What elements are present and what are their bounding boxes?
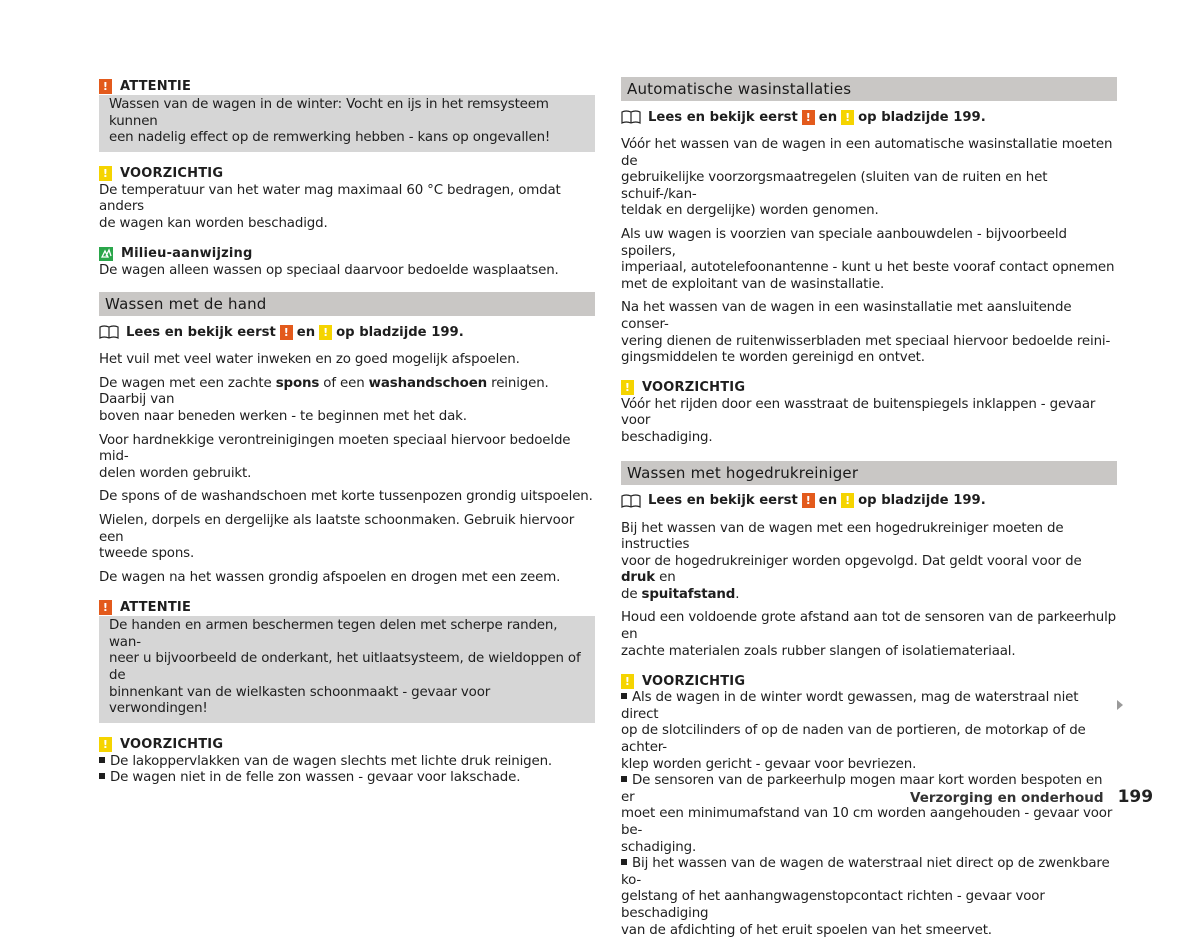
text-run: reinigen. Daarbij van xyxy=(99,375,549,408)
text-line: gelstang of het aanhangwagenstopcontact richten - gevaar voor beschadiging xyxy=(621,889,1045,921)
caution-block-3 xyxy=(621,379,1117,447)
paragraph xyxy=(621,610,1117,660)
text-line: neer u bijvoorbeeld de onderkant, het uitlaatsysteem, de wieldoppen of de xyxy=(109,651,581,684)
text-line: schadiging. xyxy=(621,839,697,855)
text-run: voor de hogedrukreiniger worden opgevolgd. Dat geldt vooral voor de xyxy=(621,553,1082,569)
left-column xyxy=(99,77,595,787)
environment-label: Milieu-aanwijzing xyxy=(121,246,253,262)
bullet-icon xyxy=(621,693,627,699)
bullet-icon xyxy=(99,757,105,763)
text-run: gingsmiddelen te worden gereinigd en ontvet. xyxy=(621,350,925,366)
reference-post: op bladzijde 199. xyxy=(858,109,986,125)
attention-body xyxy=(99,616,595,723)
caution-label: VOORZICHTIG xyxy=(120,166,224,182)
bold-term: druk xyxy=(621,570,656,586)
environment-heading xyxy=(99,245,595,263)
bullet-text: De lakoppervlakken van de wagen slechts met lichte druk reinigen. xyxy=(110,753,553,769)
warning-yellow-icon: ! xyxy=(99,737,112,752)
bullet-icon xyxy=(621,859,627,865)
text-line: de wagen kan worden beschadigd. xyxy=(99,215,328,231)
reference-post: op bladzijde 199. xyxy=(336,324,464,340)
bullet-item xyxy=(99,754,595,771)
attention-label: ATTENTIE xyxy=(120,599,192,615)
reference-line xyxy=(621,108,1117,126)
paragraph xyxy=(621,137,1117,220)
reference-post: op bladzijde 199. xyxy=(858,493,986,508)
bullet-text: Bij het wassen van de wagen de waterstraal niet direct op de zwenkbare ko- xyxy=(621,856,1110,888)
text-line: op de slotcilinders of op de naden van de portieren, de motorkap of de achter- xyxy=(621,723,1086,756)
warning-red-icon: ! xyxy=(280,325,293,340)
section-body xyxy=(99,352,595,586)
section-heading: Automatische wasinstallaties xyxy=(621,77,1117,101)
reference-pre: Lees en bekijk eerst xyxy=(648,109,798,125)
text-line: van de afdichting of het eruit spoelen van het smeervet. xyxy=(621,922,992,938)
bullet-item xyxy=(621,856,1117,889)
text-run: vering dienen de ruitenwisserbladen met speciaal hiervoor bedoelde reini- xyxy=(621,333,1111,349)
attention-body xyxy=(99,95,595,152)
text-line: klep worden gericht - gevaar voor bevriezen. xyxy=(621,756,917,772)
text-run: de xyxy=(621,586,642,602)
text-run: teldak en dergelijke) worden genomen. xyxy=(621,203,879,219)
paragraph xyxy=(621,521,1117,604)
text-run: Wielen, dorpels en dergelijke als laatste schoonmaken. Gebruik hiervoor een xyxy=(99,512,575,545)
attention-heading xyxy=(99,598,595,616)
warning-yellow-icon: ! xyxy=(841,110,854,125)
text-run: De wagen met een zachte xyxy=(99,375,276,391)
text-run: imperiaal, autotelefoonantenne - kunt u het beste vooraf contact opnemen xyxy=(621,260,1115,276)
reference-and: en xyxy=(818,109,838,125)
bold-term: spons xyxy=(275,375,320,391)
bold-term: spuitafstand xyxy=(641,586,736,602)
section-heading: Wassen met de hand xyxy=(99,292,595,316)
environment-note xyxy=(99,245,595,280)
warning-yellow-icon: ! xyxy=(621,380,634,395)
text-line: binnenkant van de wielkasten schoonmaakt - gevaar voor verwondingen! xyxy=(109,684,491,717)
reference-pre: Lees en bekijk eerst xyxy=(648,493,798,508)
bullet-text: Als de wagen in de winter wordt gewassen, mag de waterstraal niet direct xyxy=(621,690,1079,722)
text-run: en xyxy=(655,570,676,586)
text-run: Als uw wagen is voorzien van speciale aanbouwdelen - bijvoorbeeld spoilers, xyxy=(621,226,1067,259)
paragraph: De spons of de washandschoen met korte tussenpozen grondig uitspoelen. xyxy=(99,489,593,505)
paragraph: Het vuil met veel water inweken en zo goed mogelijk afspoelen. xyxy=(99,352,520,368)
bullet-item xyxy=(621,690,1117,723)
bullet-icon xyxy=(99,773,105,779)
section-body xyxy=(621,521,1117,661)
paragraph xyxy=(621,227,1117,293)
book-icon xyxy=(99,325,119,339)
warning-yellow-icon: ! xyxy=(319,325,332,340)
warning-red-icon: ! xyxy=(802,493,815,508)
section-heading: Wassen met hogedrukreiniger xyxy=(621,461,1117,485)
text-run: zachte materialen zoals rubber slangen of isolatiemateriaal. xyxy=(621,643,1016,659)
text-line: Vóór het rijden door een wasstraat de buitenspiegels inklappen - gevaar voor xyxy=(621,396,1096,429)
attention-heading xyxy=(99,77,595,95)
reference-and: en xyxy=(296,324,316,340)
text-run: met de exploitant van de wasinstallatie. xyxy=(621,276,885,292)
text-run: delen worden gebruikt. xyxy=(99,465,252,481)
caution-block-1 xyxy=(99,165,595,233)
page-footer xyxy=(910,787,1153,807)
reference-line xyxy=(99,323,595,341)
attention-box-1 xyxy=(99,77,595,152)
attention-box-2 xyxy=(99,598,595,723)
text-line: moet een minimumafstand van 10 cm worden aangehouden - gevaar voor be- xyxy=(621,806,1113,838)
caution-block-2 xyxy=(99,736,595,787)
section-body xyxy=(621,137,1117,367)
text-run: gebruikelijke voorzorgsmaatregelen (sluiten van de ruiten en het schuif-/kan- xyxy=(621,170,1048,202)
warning-yellow-icon: ! xyxy=(99,166,112,181)
bullet-icon xyxy=(621,776,627,782)
paragraph xyxy=(99,376,595,426)
warning-yellow-icon: ! xyxy=(621,674,634,689)
reference-and: en xyxy=(818,493,838,508)
paragraph xyxy=(99,513,595,563)
text-run: of een xyxy=(319,375,369,391)
text-run: . xyxy=(735,586,740,602)
warning-yellow-icon: ! xyxy=(841,493,854,508)
bullet-text: De wagen niet in de felle zon wassen - gevaar voor lakschade. xyxy=(110,770,521,786)
chapter-title: Verzorging en onderhoud xyxy=(910,790,1104,806)
text-run: Houd een voldoende grote afstand aan tot de sensoren van de parkeerhulp en xyxy=(621,610,1117,643)
text-run: Voor hardnekkige verontreinigingen moeten speciaal hiervoor bedoelde mid- xyxy=(99,432,571,465)
reference-pre: Lees en bekijk eerst xyxy=(126,324,276,340)
text-run: tweede spons. xyxy=(99,546,195,562)
reference-line xyxy=(621,492,1117,510)
right-column xyxy=(621,77,1117,939)
attention-label: ATTENTIE xyxy=(120,78,192,94)
caution-heading xyxy=(621,379,1117,397)
bullet-text: De sensoren van de parkeerhulp mogen maar kort worden bespoten en er xyxy=(621,773,1103,805)
bold-term: washandschoen xyxy=(368,375,488,391)
text-run: Vóór het wassen van de wagen in een automatische wasinstallatie moeten de xyxy=(621,137,1113,169)
warning-red-icon: ! xyxy=(802,110,815,125)
environment-icon xyxy=(99,247,113,261)
page-number: 199 xyxy=(1117,787,1154,807)
text-run: Na het wassen van de wagen in een wasinstallatie met aansluitende conser- xyxy=(621,300,1072,332)
book-icon xyxy=(621,110,641,124)
caution-label: VOORZICHTIG xyxy=(642,380,746,396)
caution-heading xyxy=(99,736,595,754)
bullet-item xyxy=(99,770,595,787)
text-line: De handen en armen beschermen tegen delen met scherpe randen, wan- xyxy=(109,618,558,650)
caution-label: VOORZICHTIG xyxy=(642,673,746,689)
text-line: een nadelig effect op de remwerking hebben - kans op ongevallen! xyxy=(109,130,551,146)
text-run: Bij het wassen van de wagen met een hogedrukreiniger moeten de instructies xyxy=(621,520,1064,553)
text-line: De temperatuur van het water mag maximaal 60 °C bedragen, omdat anders xyxy=(99,182,561,215)
text-run: boven naar beneden werken - te beginnen met het dak. xyxy=(99,408,467,424)
caution-heading xyxy=(99,165,595,183)
caution-label: VOORZICHTIG xyxy=(120,737,224,753)
paragraph: De wagen na het wassen grondig afspoelen en drogen met een zeem. xyxy=(99,569,561,585)
paragraph xyxy=(621,300,1117,366)
book-icon xyxy=(621,494,641,508)
text-line: beschadiging. xyxy=(621,429,713,445)
caution-heading xyxy=(621,672,1117,690)
text-line: De wagen alleen wassen op speciaal daarvoor bedoelde wasplaatsen. xyxy=(99,262,559,278)
warning-red-icon: ! xyxy=(99,79,112,94)
warning-red-icon: ! xyxy=(99,600,112,615)
continue-arrow-icon xyxy=(1117,700,1123,710)
paragraph xyxy=(99,433,595,483)
text-line: Wassen van de wagen in de winter: Vocht en ijs in het remsysteem kunnen xyxy=(109,97,549,129)
